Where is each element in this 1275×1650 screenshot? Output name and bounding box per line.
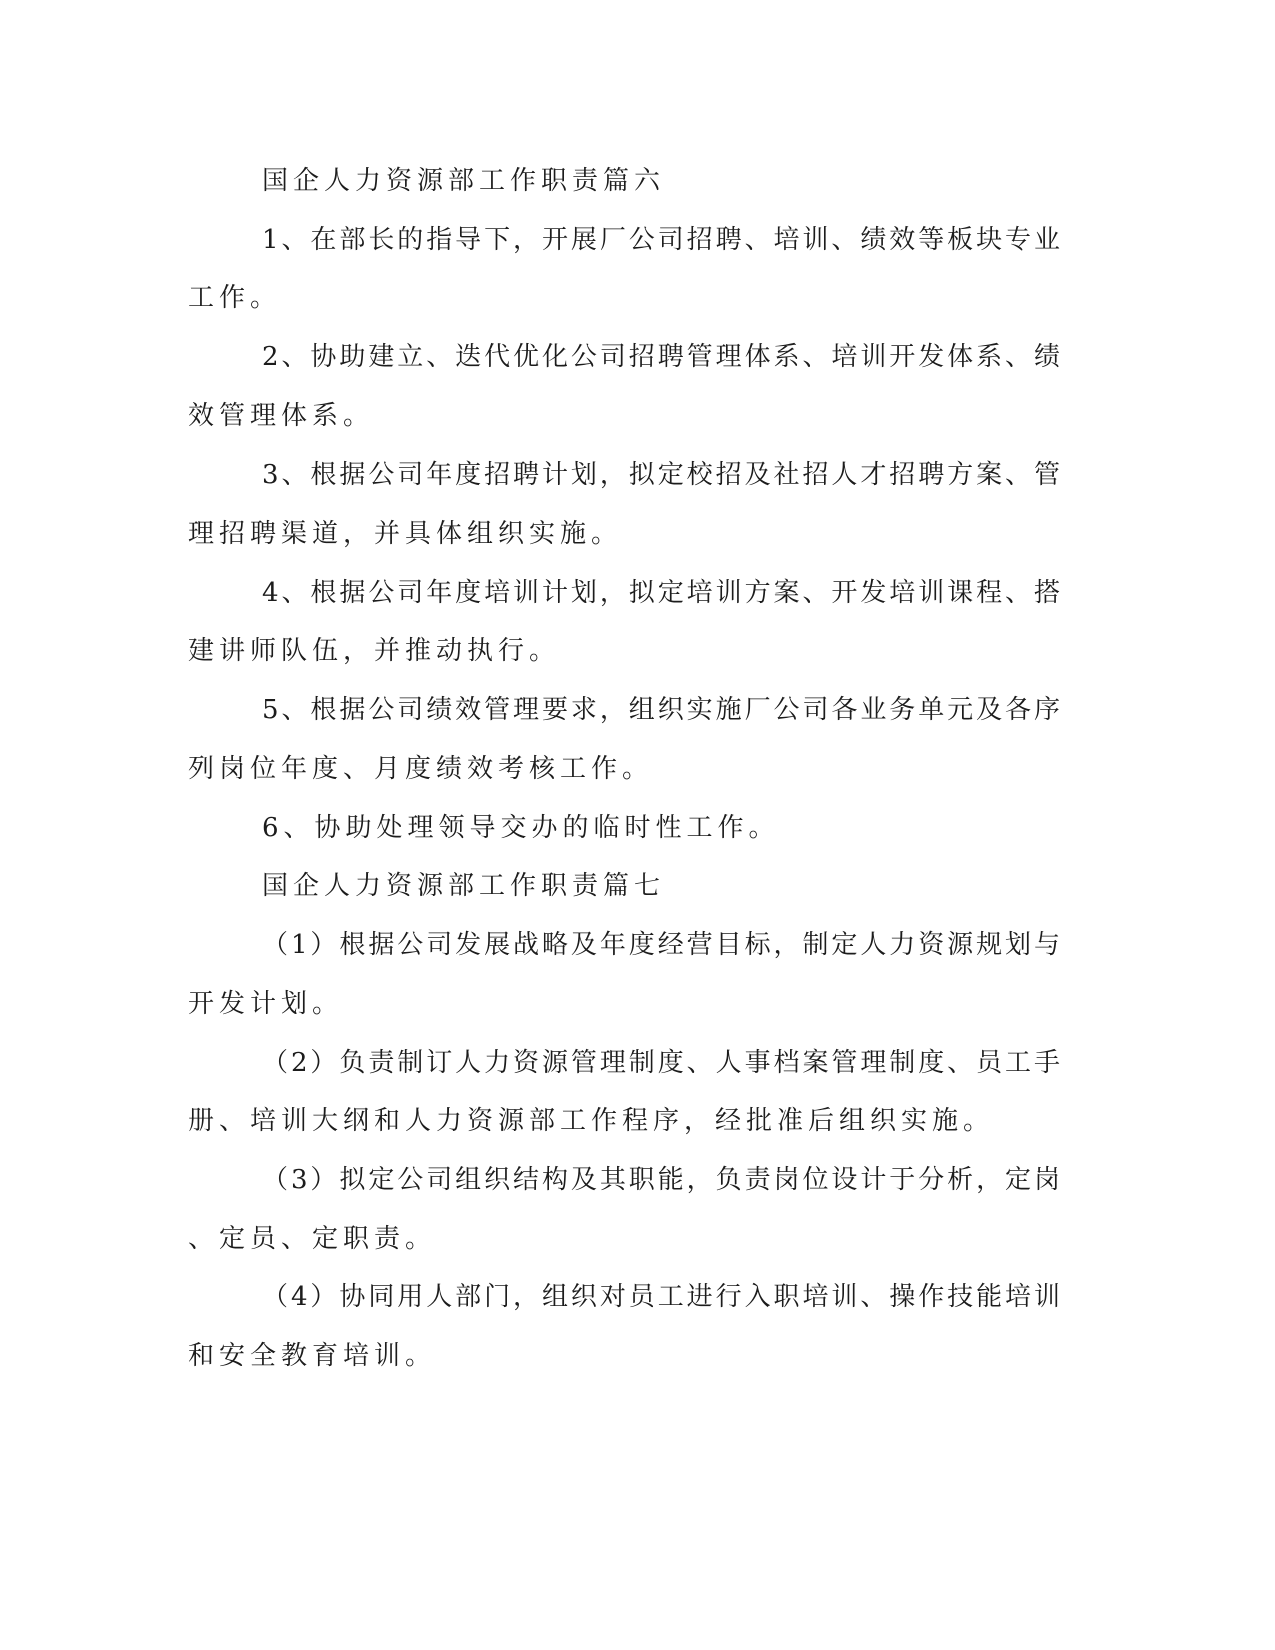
paragraph-line: 开发计划。 bbox=[188, 989, 344, 1019]
paragraph-line: 和安全教育培训。 bbox=[188, 1341, 437, 1371]
paragraph-line: （1）根据公司发展战略及年度经营目标，制定人力资源规划与 bbox=[262, 930, 1060, 960]
paragraph-line: 2、协助建立、迭代优化公司招聘管理体系、培训开发体系、绩 bbox=[262, 342, 1060, 372]
paragraph-line: 效管理体系。 bbox=[188, 401, 375, 431]
paragraph-line: 、定员、定职责。 bbox=[188, 1224, 437, 1254]
paragraph-line: 5、根据公司绩效管理要求，组织实施厂公司各业务单元及各序 bbox=[262, 695, 1060, 725]
paragraph-line: （4）协同用人部门，组织对员工进行入职培训、操作技能培训 bbox=[262, 1282, 1060, 1312]
paragraph-line: （3）拟定公司组织结构及其职能，负责岗位设计于分析，定岗 bbox=[262, 1165, 1060, 1195]
paragraph-line: 建讲师队伍，并推动执行。 bbox=[188, 636, 561, 666]
paragraph-line: 列岗位年度、月度绩效考核工作。 bbox=[188, 754, 654, 784]
paragraph-line: 4、根据公司年度培训计划，拟定培训方案、开发培训课程、搭 bbox=[262, 578, 1060, 608]
paragraph-line: 册、培训大纲和人力资源部工作程序，经批准后组织实施。 bbox=[188, 1106, 995, 1136]
paragraph-line: 理招聘渠道，并具体组织实施。 bbox=[188, 519, 623, 549]
paragraph-line: 3、根据公司年度招聘计划，拟定校招及社招人才招聘方案、管 bbox=[262, 460, 1060, 490]
paragraph-line: （2）负责制订人力资源管理制度、人事档案管理制度、员工手 bbox=[262, 1048, 1060, 1078]
section-heading-7: 国企人力资源部工作职责篇七 bbox=[262, 871, 666, 901]
paragraph-line: 6、协助处理领导交办的临时性工作。 bbox=[262, 813, 780, 843]
section-heading-6: 国企人力资源部工作职责篇六 bbox=[262, 166, 666, 196]
paragraph-line: 1、在部长的指导下，开展厂公司招聘、培训、绩效等板块专业 bbox=[262, 225, 1060, 255]
paragraph-line: 工作。 bbox=[188, 283, 282, 313]
